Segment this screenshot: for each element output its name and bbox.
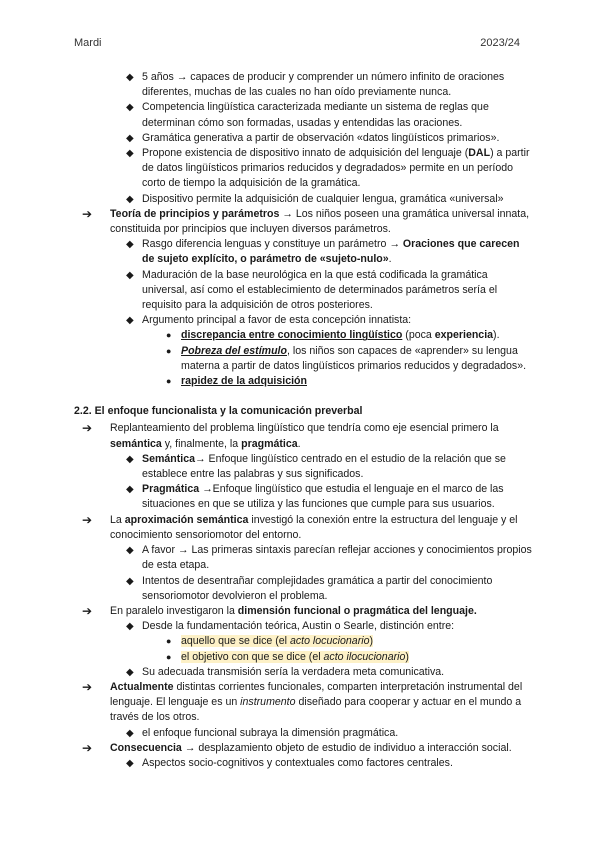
list-item: ● Pobreza del estímulo, los niños son capaces de «aprender» su lengua materna a partir de datos lingüísticos primarios reducidos y degradados». (166, 344, 527, 372)
arrow-right-icon: ➔ (82, 603, 93, 618)
list-item: ➔ En paralelo investigaron la dimensión funcional o pragmática del lenguaje. (82, 603, 477, 618)
document-body (74, 70, 534, 771)
diamond-bullet-icon: ◆ (126, 484, 134, 496)
list-item: ◆ Intentos de desentrañar complejidades gramática a partir del conocimiento sensoriomotor devolvieron el problema. (126, 574, 493, 602)
list-item: ◆ Pragmática →Enfoque lingüístico que estudia el lenguaje en el marco de las situaciones en que se utiliza y las funciones que cumple para sus usuarios. (126, 483, 504, 511)
list-item: ● discrepancia entre conocimiento lingüístico (poca experiencia). (74, 328, 534, 343)
diamond-bullet-icon: ◆ (126, 269, 134, 281)
list-item: ◆ el enfoque funcional subraya la dimensión pragmática. (74, 726, 534, 741)
dot-bullet-icon: ● (166, 651, 172, 662)
diamond-bullet-icon: ◆ (126, 72, 134, 83)
diamond-bullet-icon: ◆ (126, 621, 134, 633)
diamond-bullet-icon: ◆ (126, 727, 134, 739)
diamond-bullet-icon: ◆ (126, 193, 134, 205)
list-item: ◆ Semántica→ Enfoque lingüístico centrado en el estudio de la relación que se establece entre las palabras y sus significados. (126, 452, 506, 481)
list-item: ◆ 5 años → capaces de producir y comprender un número infinito de oraciones diferentes, muchas de las cuales no han oído previamente nunca. (126, 71, 505, 99)
list-item: ➔ Replanteamiento del problema lingüístico que tendría como eje esencial primero la semántica y, finalmente, la pragmática. (82, 421, 499, 450)
header-left: Mardi (74, 37, 102, 49)
list-item: ◆ Rasgo diferencia lenguas y constituye un parámetro → Oraciones que carecen de sujeto explícito, o parámetro de «sujeto-nulo». (126, 238, 520, 266)
diamond-bullet-icon: ◆ (126, 757, 134, 769)
highlighted-text: el objetivo con que se dice (el acto ilocucionario) (181, 650, 409, 663)
diamond-bullet-icon: ◆ (126, 315, 134, 327)
arrow-right-icon: ➔ (82, 206, 93, 221)
list-item: ◆ Desde la fundamentación teórica, Austin o Searle, distinción entre: (74, 619, 534, 634)
list-item: ◆ Propone existencia de dispositivo innato de adquisición del lenguaje (DAL) a partir de datos lingüísticos primarios reducidos y degradados» permite en un período corto de tiempo la adquisición de la gramática. (126, 147, 530, 190)
arrow-right-icon: ➔ (82, 421, 93, 436)
arrow-right-icon: ➔ (82, 679, 93, 694)
dot-bullet-icon: ● (166, 636, 172, 647)
diamond-bullet-icon: ◆ (126, 545, 134, 557)
diamond-bullet-icon: ◆ (126, 239, 134, 251)
header-right: 2023/24 (480, 37, 520, 49)
diamond-bullet-icon: ◆ (126, 666, 134, 678)
list-item: ◆ Su adecuada transmisión sería la verdadera meta comunicativa. (74, 665, 534, 680)
list-item: ◆ Gramática generativa a partir de observación «datos lingüísticos primarios». (74, 131, 534, 146)
section-heading: 2.2. El enfoque funcionalista y la comunicación preverbal (74, 405, 363, 418)
list-item: ◆ Maduración de la base neurológica en la que está codificada la gramática universal, así como el establecimiento de determinados parámetros sería el requisito para la adquisición de otros posteriores. (126, 268, 498, 312)
list-item: ➔ Teoría de principios y parámetros → Los niños poseen una gramática universal innata, constituida por principios que incluyen diversos parámetros. (82, 206, 530, 236)
list-item: ➔ Actualmente distintas corrientes funcionales, comparten interpretación instrumental del lenguaje. El lenguaje es un instrumento diseñado para cooperar y actuar en el mundo a través de los otros. (82, 679, 523, 724)
dot-bullet-icon: ● (166, 345, 172, 356)
diamond-bullet-icon: ◆ (126, 575, 134, 587)
list-item: ◆ Dispositivo permite la adquisición de cualquier lengua, gramática «universal» (74, 192, 534, 207)
diamond-bullet-icon: ◆ (126, 453, 134, 465)
list-item: ◆ Competencia lingüística caracterizada mediante un sistema de reglas que determinan cómo son formadas, usadas y entendidas las oraciones. (126, 101, 489, 129)
arrow-right-icon: ➔ (82, 512, 93, 527)
diamond-bullet-icon: ◆ (126, 102, 134, 114)
list-item (74, 634, 534, 649)
list-item (74, 650, 534, 665)
list-item: ◆ A favor → Las primeras sintaxis parecían reflejar acciones y conocimientos propios de esta etapa. (126, 544, 532, 572)
diamond-bullet-icon: ◆ (126, 132, 134, 144)
arrow-right-icon: ➔ (82, 740, 93, 755)
list-item: ◆ Aspectos socio-cognitivos y contextuales como factores centrales. (74, 756, 534, 771)
list-item: ➔ La aproximación semántica investigó la conexión entre la estructura del lenguaje y el conocimiento sensoriomotor del entorno. (82, 512, 518, 541)
diamond-bullet-icon: ◆ (126, 148, 134, 160)
list-item: ◆ Argumento principal a favor de esta concepción innatista: (74, 313, 534, 328)
list-item: ● rapidez de la adquisición (74, 374, 534, 389)
list-item: ➔ Consecuencia → desplazamiento objeto de estudio de individuo a interacción social. (82, 740, 512, 755)
dot-bullet-icon: ● (166, 330, 172, 341)
dot-bullet-icon: ● (166, 376, 172, 387)
highlighted-text: aquello que se dice (el acto locucionario) (181, 635, 373, 648)
